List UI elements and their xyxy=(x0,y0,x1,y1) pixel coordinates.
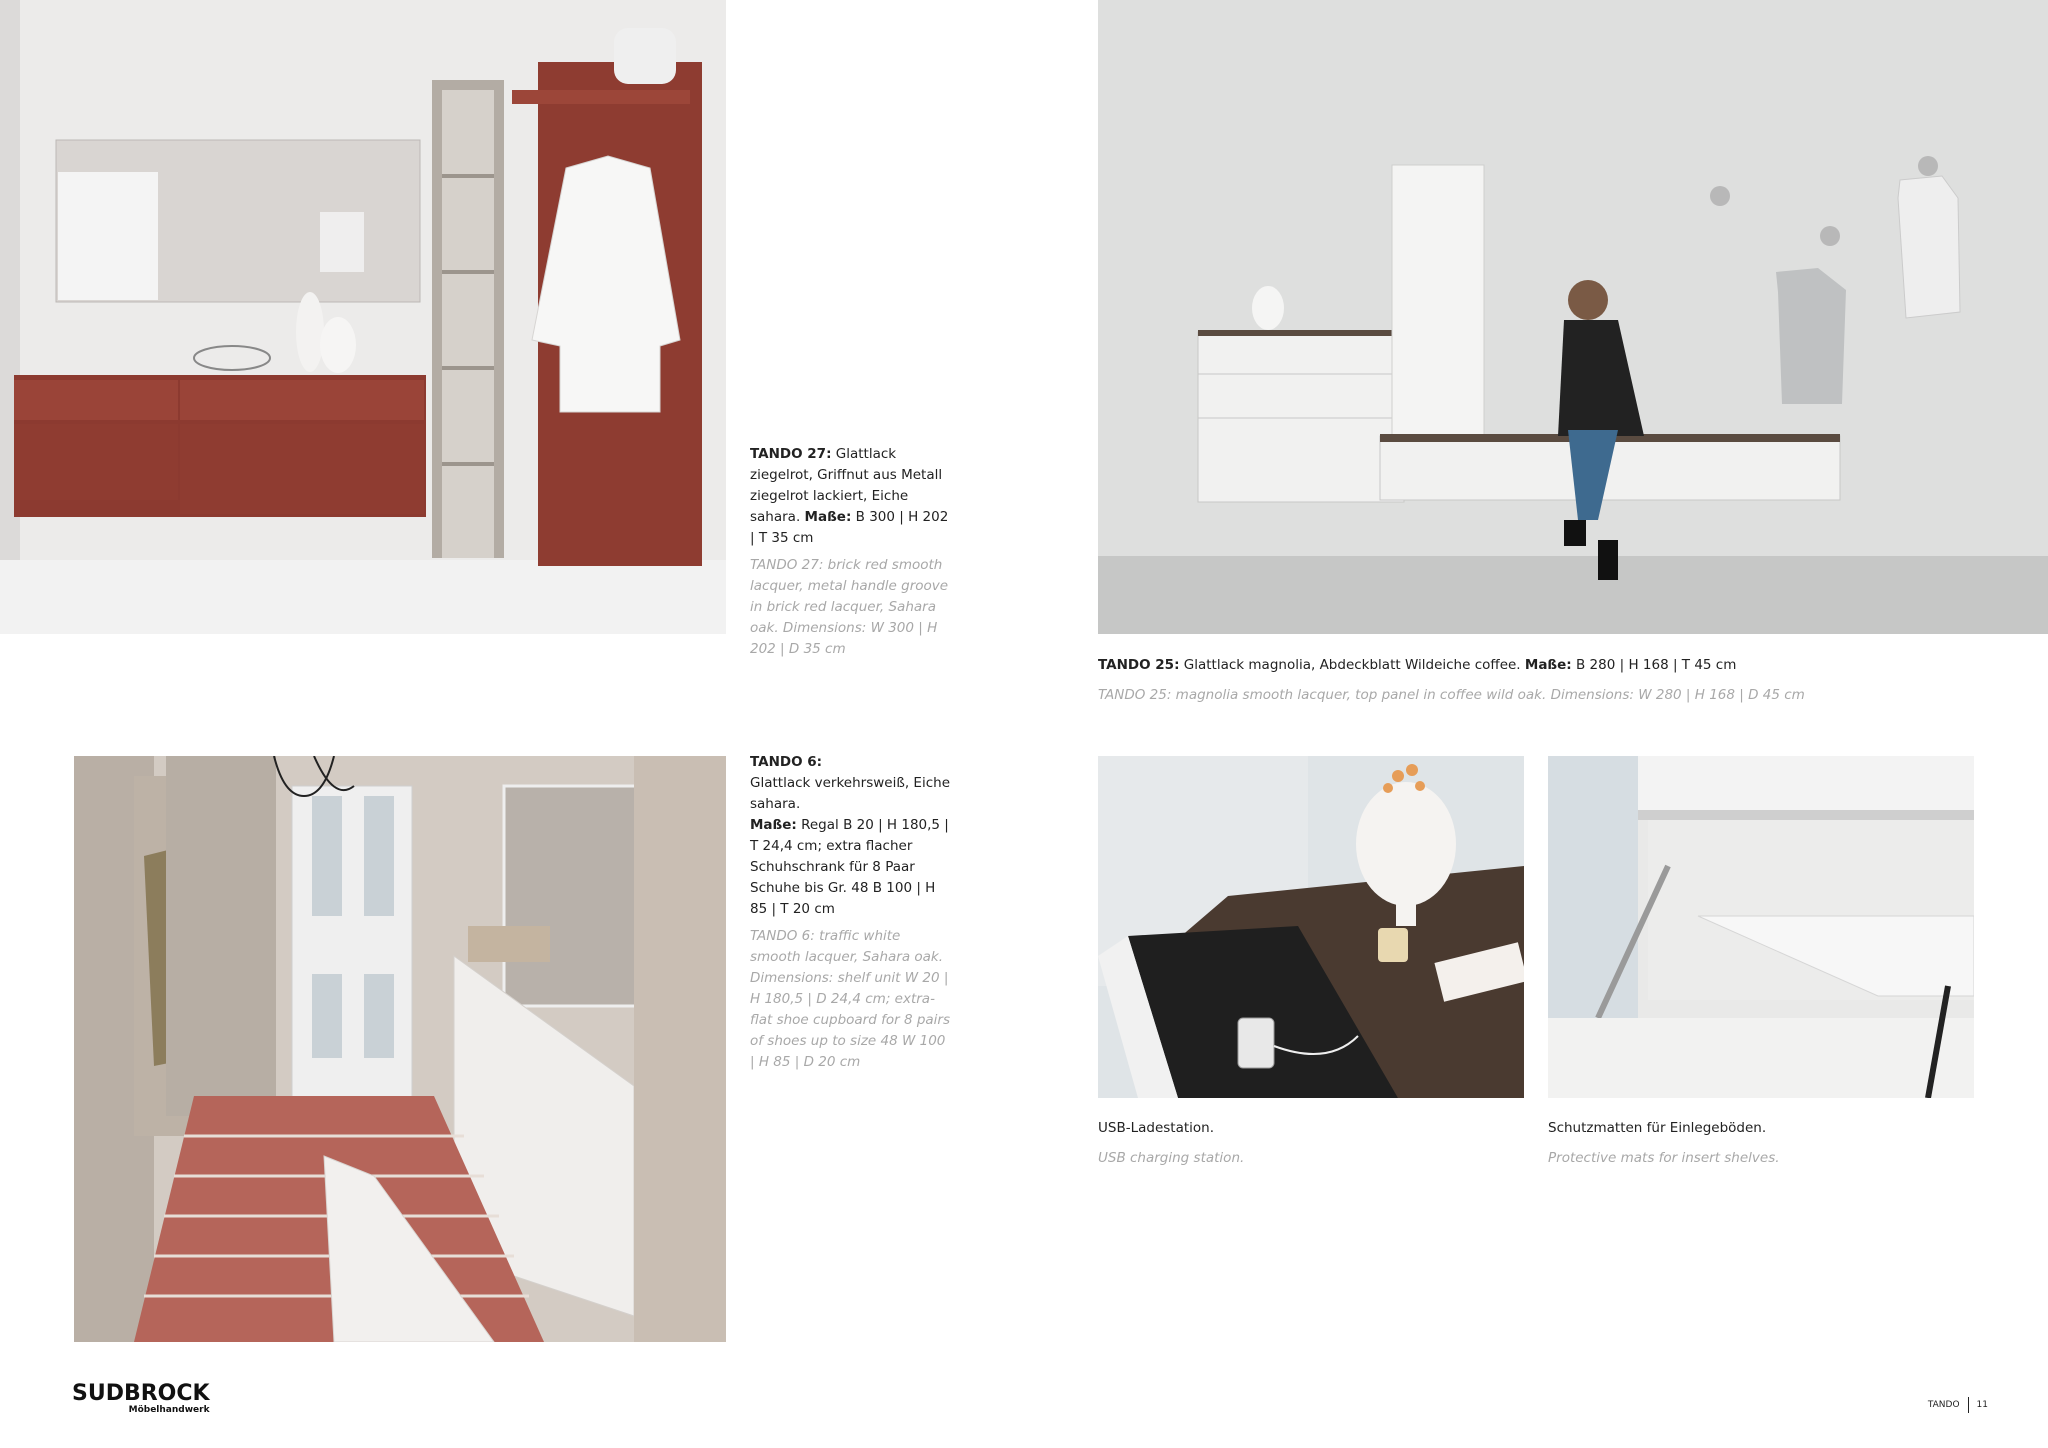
caption-tando-6-dim-label: Maße: xyxy=(750,817,797,833)
caption-tando-27-text: Glattlack ziegelrot, Griffnut aus Metall ziegelrot lackiert, Eiche sahara. xyxy=(750,446,943,525)
caption-tando-25-title: TANDO 25: xyxy=(1098,657,1180,673)
caption-tando-27-en: TANDO 27: brick red smooth lacquer, metal handle groove in brick red lacquer, Sahara oak. Dimensions: W 300 | H 202 | D 35 cm xyxy=(750,557,949,657)
logo-main-text: SUDBROCK xyxy=(72,1381,210,1406)
caption-tando-27-de xyxy=(750,444,950,549)
caption-tando-6-en: TANDO 6: traffic white smooth lacquer, Sahara oak. Dimensions: shelf unit W 20 | H 180,5 | D 24,4 cm; extra-flat shoe cupboard for 8 pairs of shoes up to size 48 W 100 | H 85 | D 20 cm xyxy=(750,928,950,1070)
caption-tando-25-de xyxy=(1098,655,1978,676)
caption-mats-en: Protective mats for insert shelves. xyxy=(1548,1150,1780,1166)
caption-tando-25-en: TANDO 25: magnolia smooth lacquer, top panel in coffee wild oak. Dimensions: W 280 | H 168 | D 45 cm xyxy=(1098,687,1805,703)
caption-tando-25-dim-label: Maße: xyxy=(1524,657,1572,673)
caption-usb-en: USB charging station. xyxy=(1098,1150,1245,1166)
caption-tando-6-de xyxy=(750,752,950,920)
caption-usb-de: USB-Ladestation. xyxy=(1098,1120,1215,1136)
section-name: TANDO xyxy=(1927,1400,1960,1410)
photo-protective-mats xyxy=(1548,756,1974,1098)
caption-tando-27-dim-label: Maße: xyxy=(804,509,852,525)
page-folio xyxy=(1928,1397,1988,1413)
page-number: 11 xyxy=(1976,1400,1988,1410)
caption-mats-de: Schutzmatten für Einlegeböden. xyxy=(1548,1120,1767,1136)
caption-tando-27-title: TANDO 27: xyxy=(750,446,832,462)
caption-tando-6-title: TANDO 6: xyxy=(750,754,823,770)
caption-tando-27-dim: B 300 | H 202 | T 35 cm xyxy=(750,509,949,546)
caption-tando-25-dim: B 280 | H 168 | T 45 cm xyxy=(1571,657,1737,673)
caption-tando-27 xyxy=(750,444,950,660)
photo-usb-charging xyxy=(1098,756,1524,1098)
caption-usb xyxy=(1098,1118,1524,1169)
photo-tando-6 xyxy=(74,756,726,1342)
caption-tando-25 xyxy=(1098,655,1978,706)
caption-mats xyxy=(1548,1118,1974,1169)
logo-sub-text: Möbelhandwerk xyxy=(128,1405,210,1415)
photo-tando-25 xyxy=(1098,0,2048,634)
photo-tando-27 xyxy=(0,0,726,634)
caption-tando-6-dim: Regal B 20 | H 180,5 | T 24,4 cm; extra flacher Schuhschrank für 8 Paar Schuhe bis Gr. 48 B 100 | H 85 | T 20 cm xyxy=(750,817,949,917)
caption-tando-6 xyxy=(750,752,950,1073)
folio-divider xyxy=(1968,1397,1969,1413)
sudbrock-logo xyxy=(72,1381,210,1416)
caption-tando-25-text: Glattlack magnolia, Abdeckblatt Wildeiche coffee. xyxy=(1179,657,1525,673)
caption-tando-6-text: Glattlack verkehrsweiß, Eiche sahara. xyxy=(750,775,951,812)
